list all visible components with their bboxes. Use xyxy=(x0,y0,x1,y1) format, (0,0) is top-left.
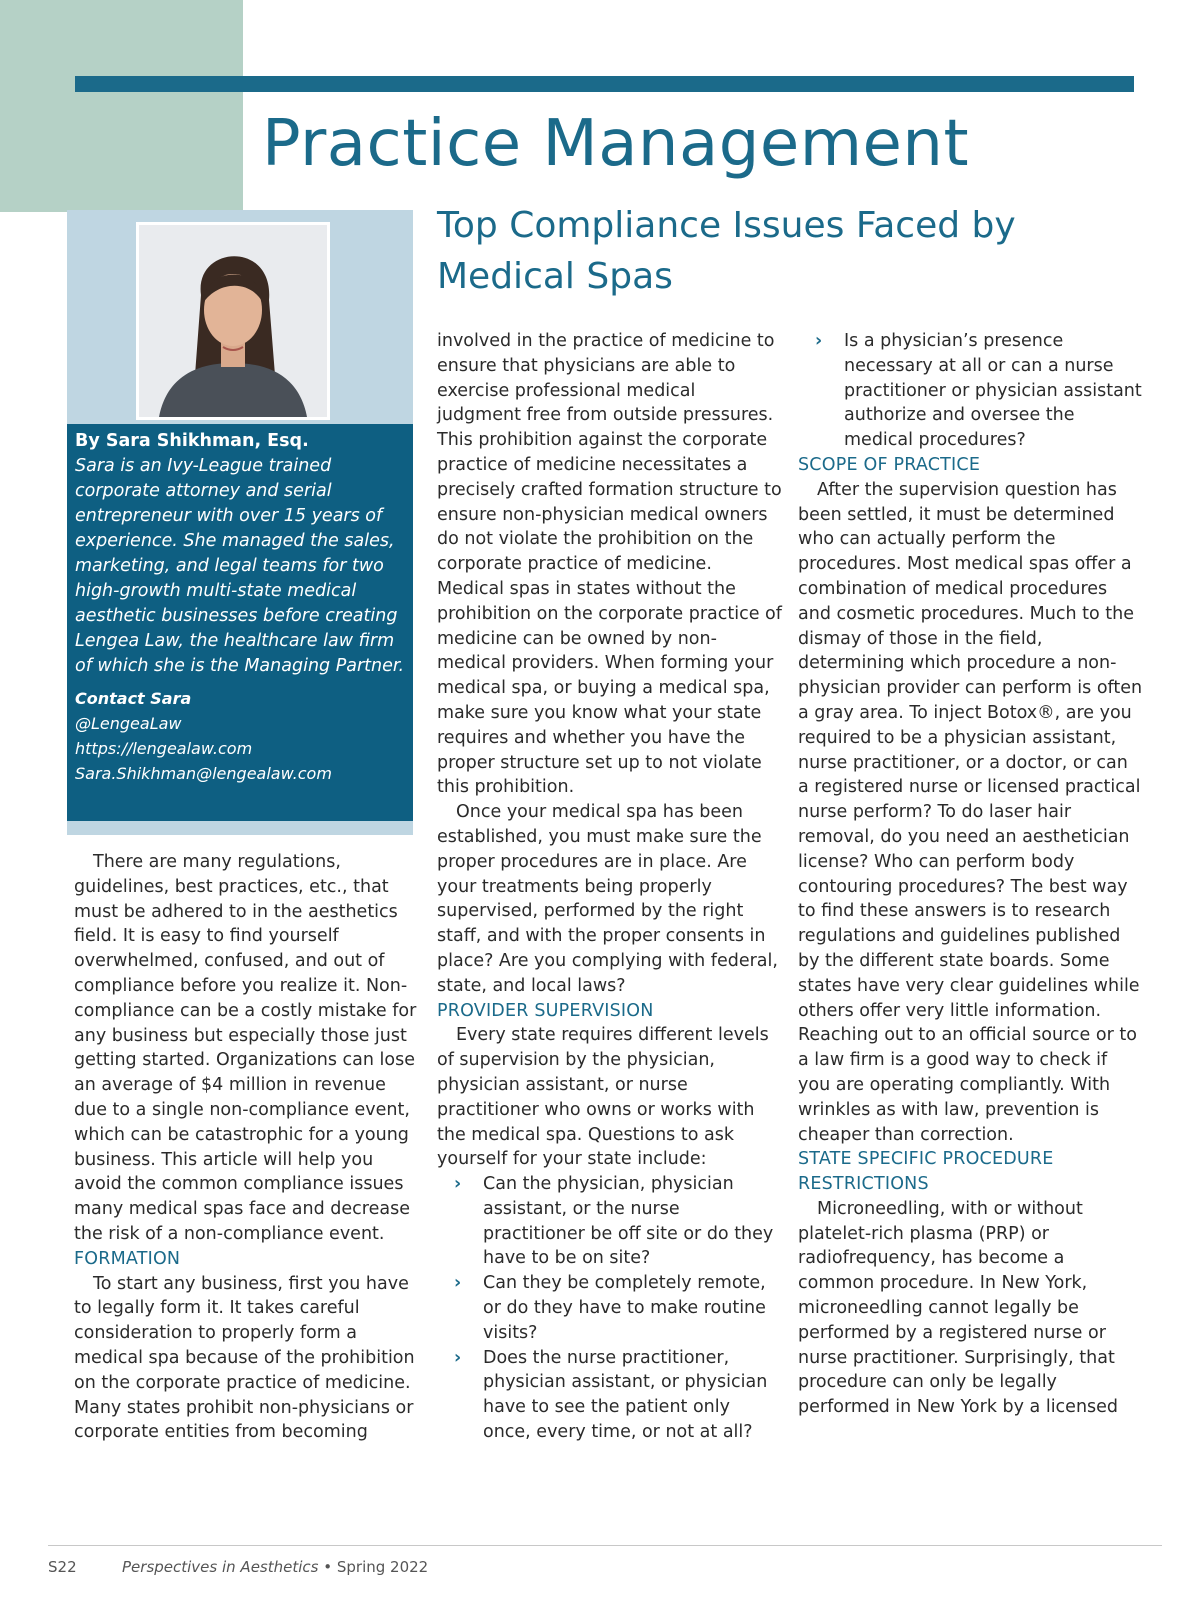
column-3 xyxy=(798,329,1143,1420)
restrictions-heading: STATE SPECIFIC PROCEDURE RESTRICTIONS xyxy=(798,1149,1054,1195)
article-title: Top Compliance Issues Faced by Medical Spas xyxy=(437,205,1016,297)
list-item xyxy=(437,1346,782,1445)
list-item-text: Is a physician’s presence necessary at all or can a nurse practitioner or physician assistant authorize and oversee the medical procedures? xyxy=(844,331,1142,451)
chevron-right-icon: › xyxy=(815,331,823,351)
section-title: Practice Management xyxy=(262,107,970,181)
supervision-heading: PROVIDER SUPERVISION xyxy=(437,1000,654,1021)
formation-heading: FORMATION xyxy=(74,1248,181,1269)
list-item xyxy=(437,1271,782,1345)
journal-name: Perspectives in Aesthetics xyxy=(122,1558,319,1576)
author-byline: By Sara Shikhman, Esq. xyxy=(75,431,309,451)
footer-separator: • xyxy=(318,1558,337,1576)
author-bio: Sara is an Ivy-League trained corporate attorney and serial entrepreneur with over 15 years of experience. She managed the sales, marketing, and legal teams for two high-growth multi-state medical aesthetic businesses before creating Lengea Law, the healthcare law firm of which she is the Managing Partner. xyxy=(75,456,405,676)
header-rule xyxy=(75,76,1134,92)
portrait-illustration xyxy=(139,225,327,417)
column-1 xyxy=(74,850,419,1445)
decorative-mint-block xyxy=(0,0,243,212)
author-portrait xyxy=(136,222,330,420)
footer-rule xyxy=(48,1545,1162,1546)
restrictions-paragraph: Microneedling, with or without platelet-rich plasma (PRP) or radiofrequency, has become a common procedure. In New York, microneedling cannot legally be performed by a registered nurse or nurse practitioner. Surprisingly, that procedure can only be legally performed in New York by a licensed xyxy=(798,1198,1119,1418)
supervision-question-list xyxy=(437,1172,782,1445)
contact-handle: @LengeaLaw xyxy=(75,714,182,733)
formation-continued-paragraph: involved in the practice of medicine to ensure that physicians are able to exercise professional medical judgment free from outside pressures. This prohibition against the corporate practice of medicine necessitates a precisely crafted formation structure to ensure non-physician medical owners do not violate the prohibition on the corporate practice of medicine. Medical spas in states without the prohibition on the corporate practice of medicine can be owned by non-medical providers. When forming your medical spa, or buying a medical spa, make sure you know what your state requires and whether you have the proper structure set up to not violate this prohibition. xyxy=(437,331,782,798)
formation-paragraph: To start any business, first you have to legally form it. It takes careful consideration to properly form a medical spa because of the prohibition on the corporate practice of medicine. Many states prohibit non-physicians or corporate entities from becoming xyxy=(74,1273,415,1443)
contact-website: https://lengealaw.com xyxy=(75,739,253,758)
scope-paragraph: After the supervision question has been settled, it must be determined who can actually perform the procedures. Most medical spas offer a combination of medical procedures and cosmetic procedures. Much to the dismay of those in the field, determining which procedure a non-physician provider can perform is often a gray area. To inject Botox®, are you required to be a physician assistant, nurse practitioner, or a doctor, or can a registered nurse or licensed practical nurse perform? To do laser hair removal, do you need an aesthetician license? Who can perform body contouring procedures? The best way to find these answers is to research regulations and guidelines published by the different state boards. Some states have very clear guidelines while others offer very little information. Reaching out to an official source or to a law firm is a good way to check if you are operating compliantly. With wrinkles as with law, prevention is cheaper than correction. xyxy=(798,479,1143,1145)
list-item-text: Can the physician, physician assistant, or the nurse practitioner be off site or do they have to be on site? xyxy=(483,1174,774,1269)
column-2 xyxy=(437,329,782,1445)
scope-heading: SCOPE OF PRACTICE xyxy=(798,454,981,475)
list-item-text: Does the nurse practitioner, physician assistant, or physician have to see the patient only once, every time, or not at all? xyxy=(483,1347,768,1443)
contact-email: Sara.Shikhman@lengealaw.com xyxy=(75,764,332,783)
supervision-paragraph: Every state requires different levels of supervision by the physician, physician assistant, or nurse practitioner who owns or works with the medical spa. Questions to ask yourself for your state include: xyxy=(437,1025,769,1170)
chevron-right-icon: › xyxy=(454,1273,462,1294)
page-footer xyxy=(48,1558,428,1576)
contact-label: Contact Sara xyxy=(75,689,192,708)
established-paragraph: Once your medical spa has been established, you must make sure the proper procedures are in place. Are your treatments being properly supervised, performed by the right staff, and with the proper consents in place? Are you complying with federal, state, and local laws? xyxy=(437,802,778,996)
list-item-text: Can they be completely remote, or do they have to make routine visits? xyxy=(483,1273,766,1343)
intro-paragraph: There are many regulations, guidelines, best practices, etc., that must be adhered to in the aesthetics field. It is easy to find yourself overwhelmed, confused, and out of compliance before you realize it. Non-compliance can be a costly mistake for any business but especially those just getting started. Organizations can lose an average of $4 million in revenue due to a single non-compliance event, which can be catastrophic for a young business. This article will help you avoid the common compliance issues many medical spas face and decrease the risk of a non-compliance event. xyxy=(74,852,417,1244)
author-bio-box xyxy=(67,424,413,821)
issue-date: Spring 2022 xyxy=(336,1558,429,1576)
supervision-question-list-continued xyxy=(798,329,1143,453)
page-number: S22 xyxy=(48,1558,77,1576)
chevron-right-icon: › xyxy=(454,1347,462,1368)
chevron-right-icon: › xyxy=(454,1174,462,1195)
list-item xyxy=(437,1172,782,1271)
list-item xyxy=(798,329,1143,453)
